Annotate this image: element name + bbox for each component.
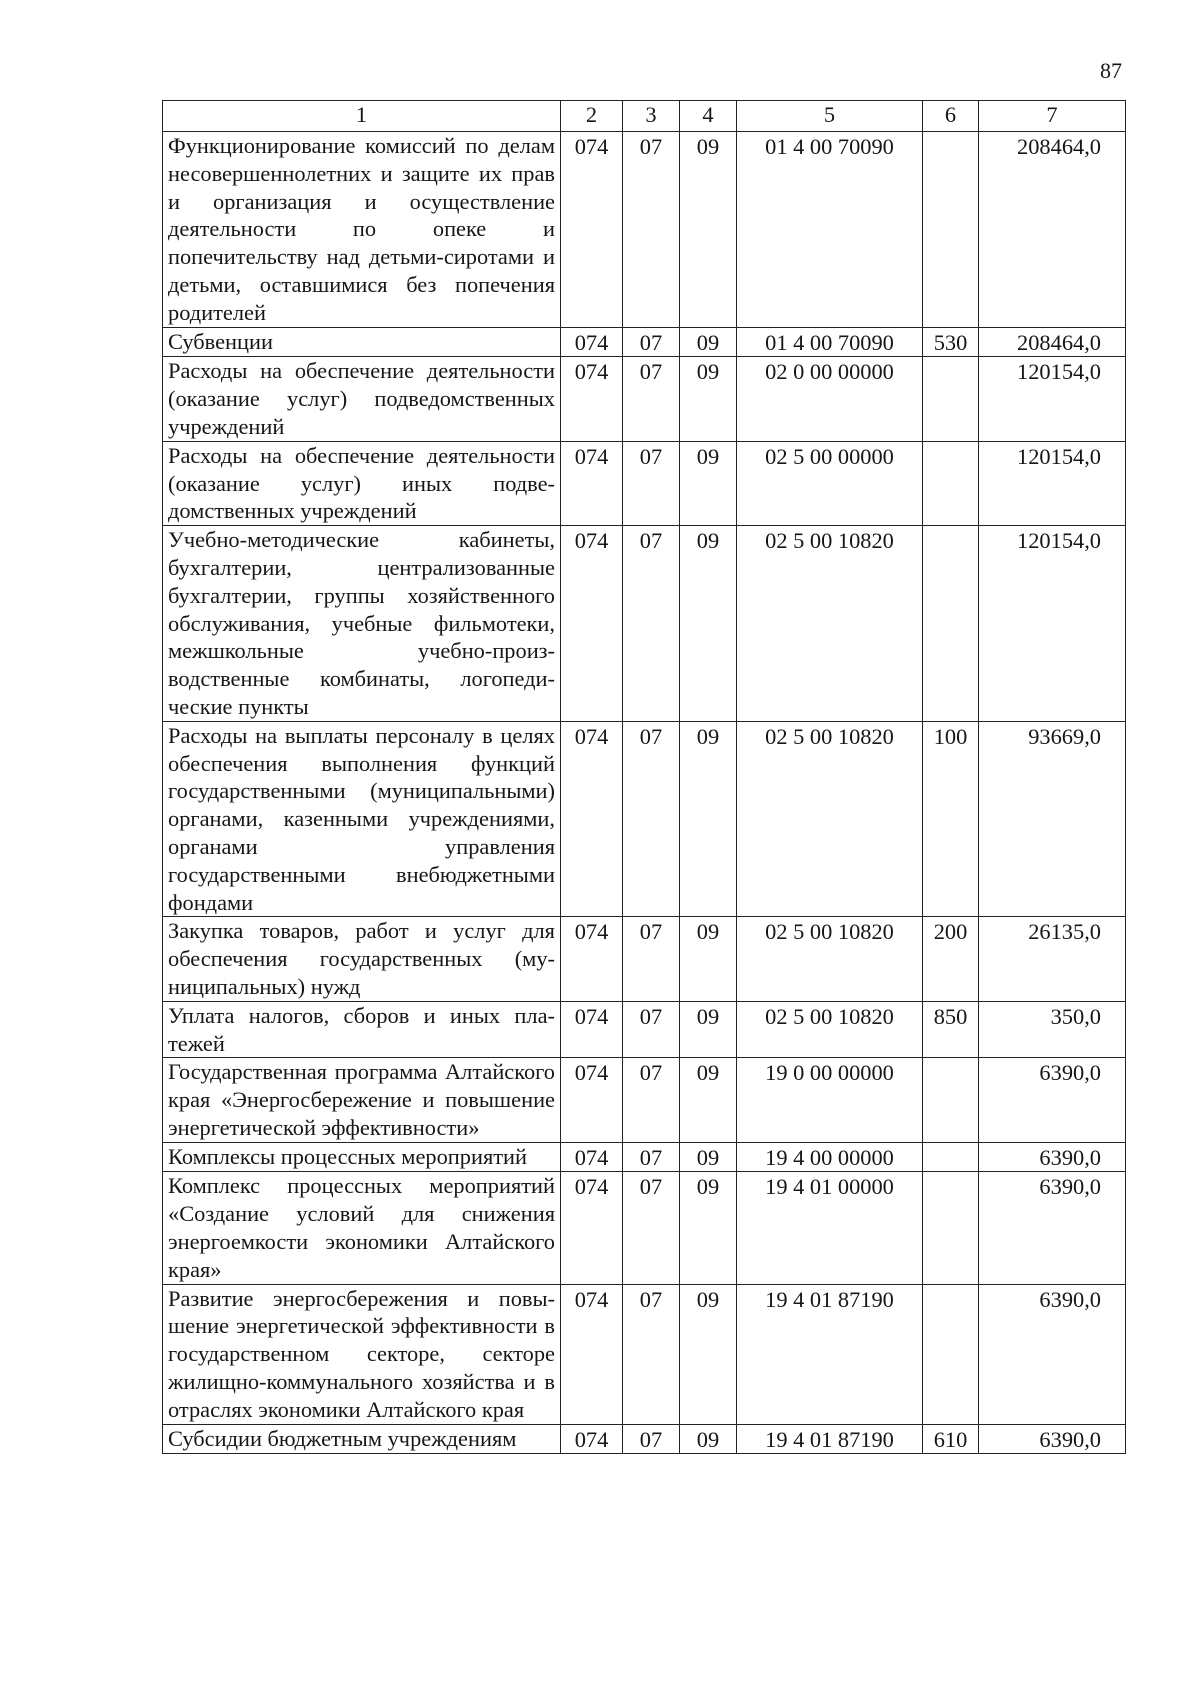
subsection-code-cell: 09 [680, 327, 737, 357]
table-row [163, 1284, 1126, 1424]
header-cell: 5 [737, 101, 923, 132]
amount-cell: 208464,0 [979, 132, 1126, 328]
section-code-cell: 07 [623, 441, 680, 525]
section-code-cell: 07 [623, 1001, 680, 1058]
expense-type-cell [923, 1172, 979, 1284]
item-name-cell: Развитие энергосбережения и повышение энергетической эффективности в государственном секторе, секторе жилищно-коммунального хозяйства и в отраслях экономики Алтайского края [163, 1284, 561, 1424]
amount-cell: 93669,0 [979, 721, 1126, 917]
ministry-code-cell: 074 [561, 327, 623, 357]
table-body [163, 132, 1126, 1454]
ministry-code-cell: 074 [561, 1424, 623, 1454]
table-row [163, 917, 1126, 1001]
amount-cell: 120154,0 [979, 441, 1126, 525]
target-article-cell: 01 4 00 70090 [737, 327, 923, 357]
subsection-code-cell: 09 [680, 1142, 737, 1172]
ministry-code-cell: 074 [561, 357, 623, 441]
header-row [163, 101, 1126, 132]
table-row [163, 1424, 1126, 1454]
item-name-cell: Субсидии бюджетным учреждениям [163, 1424, 561, 1454]
ministry-code-cell: 074 [561, 1001, 623, 1058]
section-code-cell: 07 [623, 327, 680, 357]
table-row [163, 1142, 1126, 1172]
item-name-cell: Функционирование комиссий по делам несовершеннолетних и защите их прав и организация и осуществление деятельности по опеке и попечительству над детьми-сиротами и детьми, оставшимися без попечения родителей [163, 132, 561, 328]
item-name-cell: Комплекс процессных мероприятий «Создание условий для снижения энергоемкости экономики Алтайского края» [163, 1172, 561, 1284]
amount-cell: 208464,0 [979, 327, 1126, 357]
amount-cell: 120154,0 [979, 357, 1126, 441]
section-code-cell: 07 [623, 1058, 680, 1142]
target-article-cell: 01 4 00 70090 [737, 132, 923, 328]
ministry-code-cell: 074 [561, 1142, 623, 1172]
section-code-cell: 07 [623, 526, 680, 722]
expense-type-cell [923, 1058, 979, 1142]
table-row [163, 721, 1126, 917]
ministry-code-cell: 074 [561, 1284, 623, 1424]
header-cell: 4 [680, 101, 737, 132]
target-article-cell: 19 4 01 87190 [737, 1424, 923, 1454]
ministry-code-cell: 074 [561, 1172, 623, 1284]
expense-type-cell [923, 357, 979, 441]
expense-type-cell: 200 [923, 917, 979, 1001]
section-code-cell: 07 [623, 1172, 680, 1284]
ministry-code-cell: 074 [561, 917, 623, 1001]
amount-cell: 6390,0 [979, 1142, 1126, 1172]
table-row [163, 357, 1126, 441]
header-cell: 6 [923, 101, 979, 132]
subsection-code-cell: 09 [680, 1058, 737, 1142]
table-row [163, 526, 1126, 722]
ministry-code-cell: 074 [561, 526, 623, 722]
header-cell: 1 [163, 101, 561, 132]
expense-type-cell: 850 [923, 1001, 979, 1058]
table-row [163, 1001, 1126, 1058]
item-name-cell: Субвенции [163, 327, 561, 357]
ministry-code-cell: 074 [561, 132, 623, 328]
subsection-code-cell: 09 [680, 917, 737, 1001]
page-number: 87 [1100, 58, 1122, 83]
subsection-code-cell: 09 [680, 132, 737, 328]
target-article-cell: 02 5 00 10820 [737, 1001, 923, 1058]
expense-type-cell [923, 526, 979, 722]
budget-table [162, 100, 1126, 1454]
subsection-code-cell: 09 [680, 357, 737, 441]
expense-type-cell [923, 1284, 979, 1424]
expense-type-cell: 610 [923, 1424, 979, 1454]
target-article-cell: 02 5 00 00000 [737, 441, 923, 525]
expense-type-cell [923, 132, 979, 328]
target-article-cell: 19 4 01 87190 [737, 1284, 923, 1424]
section-code-cell: 07 [623, 721, 680, 917]
header-cell: 2 [561, 101, 623, 132]
item-name-cell: Государственная программа Алтайского края «Энергосбережение и повышение энергетической эффективности» [163, 1058, 561, 1142]
section-code-cell: 07 [623, 1284, 680, 1424]
table-row [163, 327, 1126, 357]
item-name-cell: Учебно-методические кабинеты, бухгалтерии, централизованные бухгалтерии, группы хозяйственного обслуживания, учебные фильмотеки, межшкольные учебно-производственные комбинаты, логопедические пункты [163, 526, 561, 722]
section-code-cell: 07 [623, 1424, 680, 1454]
amount-cell: 26135,0 [979, 917, 1126, 1001]
target-article-cell: 02 5 00 10820 [737, 526, 923, 722]
subsection-code-cell: 09 [680, 1284, 737, 1424]
target-article-cell: 19 4 01 00000 [737, 1172, 923, 1284]
subsection-code-cell: 09 [680, 441, 737, 525]
subsection-code-cell: 09 [680, 526, 737, 722]
item-name-cell: Расходы на обеспечение деятельности (оказание услуг) иных подведомственных учреждений [163, 441, 561, 525]
amount-cell: 6390,0 [979, 1058, 1126, 1142]
subsection-code-cell: 09 [680, 1001, 737, 1058]
header-cell: 7 [979, 101, 1126, 132]
header-cell: 3 [623, 101, 680, 132]
target-article-cell: 19 0 00 00000 [737, 1058, 923, 1142]
ministry-code-cell: 074 [561, 441, 623, 525]
expense-type-cell [923, 1142, 979, 1172]
target-article-cell: 02 5 00 10820 [737, 917, 923, 1001]
amount-cell: 6390,0 [979, 1172, 1126, 1284]
item-name-cell: Расходы на выплаты персоналу в целях обеспечения выполнения функций государственными (муниципальными) органами, казенными учреждениями, органами управления государственными внебюджетными фондами [163, 721, 561, 917]
subsection-code-cell: 09 [680, 721, 737, 917]
table-row [163, 441, 1126, 525]
section-code-cell: 07 [623, 1142, 680, 1172]
table-row [163, 132, 1126, 328]
section-code-cell: 07 [623, 357, 680, 441]
target-article-cell: 19 4 00 00000 [737, 1142, 923, 1172]
table-row [163, 1058, 1126, 1142]
expense-type-cell [923, 441, 979, 525]
target-article-cell: 02 5 00 10820 [737, 721, 923, 917]
expense-type-cell: 530 [923, 327, 979, 357]
ministry-code-cell: 074 [561, 1058, 623, 1142]
amount-cell: 120154,0 [979, 526, 1126, 722]
amount-cell: 6390,0 [979, 1284, 1126, 1424]
section-code-cell: 07 [623, 132, 680, 328]
subsection-code-cell: 09 [680, 1424, 737, 1454]
item-name-cell: Уплата налогов, сборов и иных платежей [163, 1001, 561, 1058]
item-name-cell: Комплексы процессных мероприятий [163, 1142, 561, 1172]
amount-cell: 6390,0 [979, 1424, 1126, 1454]
table-row [163, 1172, 1126, 1284]
section-code-cell: 07 [623, 917, 680, 1001]
target-article-cell: 02 0 00 00000 [737, 357, 923, 441]
item-name-cell: Закупка товаров, работ и услуг для обеспечения государственных (муниципальных) нужд [163, 917, 561, 1001]
amount-cell: 350,0 [979, 1001, 1126, 1058]
item-name-cell: Расходы на обеспечение деятельности (оказание услуг) подведомственных учреждений [163, 357, 561, 441]
ministry-code-cell: 074 [561, 721, 623, 917]
expense-type-cell: 100 [923, 721, 979, 917]
subsection-code-cell: 09 [680, 1172, 737, 1284]
